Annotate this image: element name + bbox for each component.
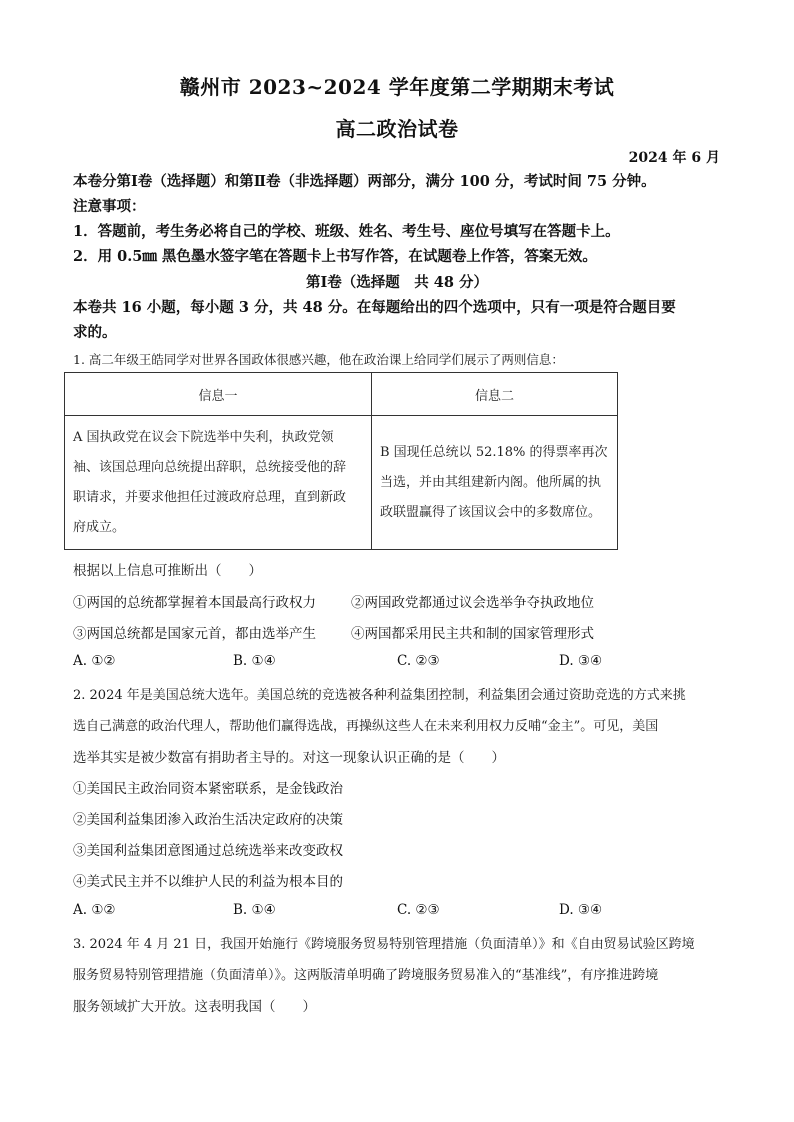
- info-header-1: 信息一: [65, 373, 372, 416]
- info-cell-1-line: A 国执政党在议会下院选举中失利，执政党领: [73, 429, 334, 445]
- q1-stem: 1. 高二年级王皓同学对世界各国政体很感兴趣，他在政治课上给同学们展示了两则信息：: [73, 352, 564, 367]
- exam-subtitle: 高二政治试卷: [335, 117, 459, 141]
- q2-option-1: ①美国民主政治同资本紧密联系，是金钱政治: [73, 781, 343, 797]
- q3-stem-line2: 服务贸易特别管理措施（负面清单）》。这两版清单明确了跨境服务贸易准入的“基准线”，有序推进跨境: [73, 968, 659, 983]
- info-cell-2-line: 政联盟赢得了该国议会中的多数席位。: [380, 504, 602, 520]
- info-cell-2-line: B 国现任总统以 52.18% 的得票率再次: [380, 444, 608, 460]
- q2-choice-c: C. ②③: [397, 902, 440, 918]
- notice-item-2: 2．用 0.5㎜ 黑色墨水签字笔在答题卡上书写作答，在试题卷上作答，答案无效。: [73, 248, 597, 265]
- notice-item-1: 1．答题前，考生务必将自己的学校、班级、姓名、考生号、座位号填写在答题卡上。: [73, 223, 620, 240]
- q3-stem-line1: 3. 2024 年 4 月 21 日，我国开始施行《跨境服务贸易特别管理措施（负面清单）》和《自由贸易试验区跨境: [73, 937, 695, 952]
- q1-choice-d: D. ③④: [559, 653, 603, 669]
- notice-title: 注意事项：: [73, 198, 146, 215]
- q1-choice-c: C. ②③: [397, 653, 440, 669]
- q2-stem-line1: 2. 2024 年是美国总统大选年。美国总统的竞选被各种利益集团控制，利益集团会通过资助竞选的方式来挑: [73, 688, 686, 703]
- q1-info-table: [64, 372, 618, 550]
- section-desc-line1: 本卷共 16 小题，每小题 3 分，共 48 分。在每题给出的四个选项中，只有一项是符合题目要: [73, 299, 676, 316]
- q1-option-4: ④两国都采用民主共和制的国家管理形式: [351, 626, 594, 642]
- q2-option-2: ②美国利益集团渗入政治生活决定政府的决策: [73, 812, 343, 828]
- q2-choice-a: A. ①②: [73, 902, 116, 918]
- exam-title: 赣州市 2023~2024 学年度第二学期期末考试: [179, 75, 615, 99]
- section-desc-line2: 求的。: [73, 324, 117, 341]
- exam-date: 2024 年 6 月: [628, 150, 720, 166]
- info-cell-2-line: 当选，并由其组建新内阁。他所属的执: [380, 474, 602, 490]
- q1-option-2: ②两国政党都通过议会选举争夺执政地位: [351, 595, 594, 611]
- info-header-2: 信息二: [372, 373, 618, 416]
- q2-option-4: ④美式民主并不以维护人民的利益为根本目的: [73, 874, 343, 890]
- q1-question: 根据以上信息可推断出（ ）: [73, 563, 262, 579]
- q2-stem-line3: 选举其实是被少数富有捐助者主导的。对这一现象认识正确的是（ ）: [73, 750, 505, 766]
- section-heading: 第Ⅰ卷（选择题 共 48 分）: [305, 274, 489, 291]
- q1-option-1: ①两国的总统都掌握着本国最高行政权力: [73, 595, 316, 611]
- q2-choice-b: B. ①④: [233, 902, 276, 918]
- info-cell-1-line: 府成立。: [73, 519, 126, 535]
- exam-intro: 本卷分第Ⅰ卷（选择题）和第Ⅱ卷（非选择题）两部分，满分 100 分，考试时间 75 分钟。: [73, 173, 656, 190]
- q1-option-3: ③两国总统都是国家元首，都由选举产生: [73, 626, 316, 642]
- info-cell-1-line: 袖、该国总理向总统提出辞职，总统接受他的辞: [73, 459, 347, 475]
- q3-stem-line3: 服务领域扩大开放。这表明我国（ ）: [73, 999, 316, 1015]
- info-cell-1-line: 职请求，并要求他担任过渡政府总理，直到新政: [73, 489, 347, 505]
- q2-choice-d: D. ③④: [559, 902, 603, 918]
- q2-option-3: ③美国利益集团意图通过总统选举来改变政权: [73, 843, 343, 859]
- q1-choice-a: A. ①②: [73, 653, 116, 669]
- q2-stem-line2: 选自己满意的政治代理人，帮助他们赢得选战，再操纵这些人在未来利用权力反哺“金主”。可见，美国: [73, 719, 659, 734]
- info-cell-2: [372, 416, 618, 550]
- q1-choice-b: B. ①④: [233, 653, 276, 669]
- info-cell-1: [65, 416, 372, 550]
